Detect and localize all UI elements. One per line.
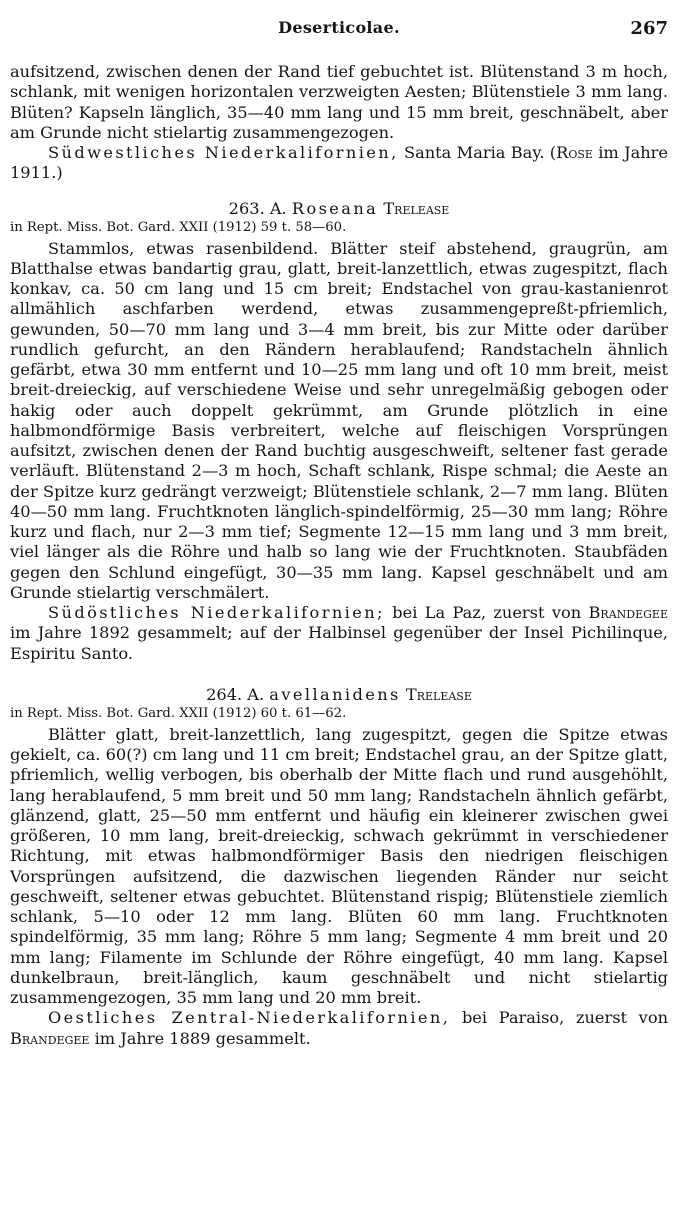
distribution-paragraph — [10, 143, 668, 184]
page-number: 267 — [630, 18, 668, 39]
species-heading — [10, 684, 668, 705]
species-entry — [10, 198, 668, 664]
species-heading — [10, 198, 668, 219]
distribution-region: Oestliches Zentral-Niederkalifornien, — [48, 1008, 451, 1028]
distribution-region: Südwestliches Niederkalifornien, — [48, 143, 399, 162]
running-header — [10, 18, 668, 48]
species-name: avellanidens — [269, 684, 401, 704]
collector-name: Rose — [556, 143, 593, 162]
distribution-paragraph — [10, 603, 668, 664]
distribution-paragraph — [10, 1008, 668, 1049]
species-number: 263. A. — [228, 198, 287, 218]
species-entry — [10, 684, 668, 1049]
page-body — [10, 62, 668, 1049]
literature-reference: in Rept. Miss. Bot. Gard. XXII (1912) 59 t. 58—60. — [10, 219, 347, 235]
collector-name: Brandegee — [10, 1028, 90, 1048]
distribution-region: Südöstliches Niederkalifornien; — [48, 603, 385, 622]
distribution-text: bei La Paz, zuerst von — [384, 603, 589, 622]
spacer — [10, 664, 668, 670]
species-name: Roseana — [291, 198, 379, 218]
distribution-text-end: im Jahre 1911.) — [10, 143, 668, 183]
species-author: Trelease — [383, 198, 450, 218]
species-description: Stammlos, etwas rasenbildend. Blätter steif abstehend, graugrün, am Blatthalse etwas bandartig grau, glatt, breit-lanzettlich, etwas zugespitzt, flach konkav, ca. 50 cm lang und 15 cm breit; Endstachel von grau-kastanienrot allmählich aschfarben werdend, etwas zusammengepreßt-pfriemlich, gewunden, 50—70 mm lang und 3—4 mm breit, bis zur Mitte oder darüber rundlich gefurcht, an den Rändern herablaufend; Randstacheln ähnlich gefärbt, etwa 30 mm entfernt und 10—25 mm lang und oft 10 mm breit, meist breit-dreieckig, auf verschiedene Weise und sehr unregelmäßig gebogen oder hakig oder auch doppelt gekrümmt, am Grunde plötzlich in eine halbmondförmige Basis verbreitert, welche auf fleischigen Vorsprüngen aufsitzt, zwischen denen der Rand buchtig ausgeschweift, seltener fast gerade verläuft. Blütenstand 2—3 m hoch, Schaft schlank, Rispe schmal; die Aeste an der Spitze kurz gedrängt verzweigt; Blütenstiele schlank, 2—7 mm lang. Blüten 40—50 mm lang. Fruchtknoten länglich-spindelförmig, 25—30 mm lang; Röhre kurz und flach, nur 2—3 mm tief; Segmente 12—15 mm lang und 3 mm breit, viel länger als die Röhre und halb so lang wie der Fruchtknoten. Staubfäden gegen den Schlund eingefügt, 30—35 mm lang. Kapsel geschnäbelt und am Grunde stielartig verschmälert. — [10, 238, 668, 602]
collector-name: Brandegee — [588, 603, 668, 622]
distribution-text-end: im Jahre 1892 gesammelt; auf der Halbinsel gegenüber der Insel Pichilinque, Espiritu Santo. — [10, 623, 668, 663]
species-author: Trelease — [405, 684, 472, 704]
distribution-text: bei Paraiso, zuerst von — [450, 1008, 669, 1028]
running-title: Deserticolae. — [278, 18, 400, 37]
species-number: 264. A. — [206, 684, 265, 704]
distribution-text: Santa Maria Bay. ( — [398, 143, 557, 162]
literature-reference: in Rept. Miss. Bot. Gard. XXII (1912) 60 t. 61—62. — [10, 705, 347, 721]
continued-description: aufsitzend, zwischen denen der Rand tief gebuchtet ist. Blütenstand 3 m hoch, schlank, mit wenigen horizontalen verzweigten Aesten; Blütenstiele 3 mm lang. Blüten? Kapseln länglich, 35—40 mm lang und 15 mm breit, geschnäbelt, aber am Grunde nicht stielartig zusammengezogen. — [10, 62, 668, 142]
species-description: Blätter glatt, breit-lanzettlich, lang zugespitzt, gegen die Spitze etwas gekielt, ca. 60(?) cm lang und 11 cm breit; Endstachel grau, an der Spitze glatt, pfriemlich, wellig verbogen, bis oberhalb der Mitte flach und rund ausgehöhlt, lang herablaufend, 5 mm breit und 50 mm lang; Randstacheln ähnlich gefärbt, glänzend, glatt, 25—50 mm entfernt und häufig ein kleinerer zwischen gwei größeren, 10 mm lang, breit-dreieckig, schwach gekrümmt in verschiedener Richtung, mit etwas halbmondförmiger Basis den niedrigen fleischigen Vorsprüngen aufsitzend, die dazwischen liegenden Ränder nur seicht geschweift, seltener etwas gebuchtet. Blütenstand rispig; Blütenstiele ziemlich schlank, 5—10 oder 12 mm lang. Blüten 60 mm lang. Fruchtknoten spindelförmig, 35 mm lang; Röhre 5 mm lang; Segmente 4 mm breit und 20 mm lang; Filamente im Schlunde der Röhre eingefügt, 40 mm lang. Kapsel dunkelbraun, breit-länglich, kaum geschnäbelt und nicht stielartig zusammengezogen, 35 mm lang und 20 mm breit. — [10, 724, 668, 1007]
distribution-text-end: im Jahre 1889 gesammelt. — [89, 1028, 311, 1048]
